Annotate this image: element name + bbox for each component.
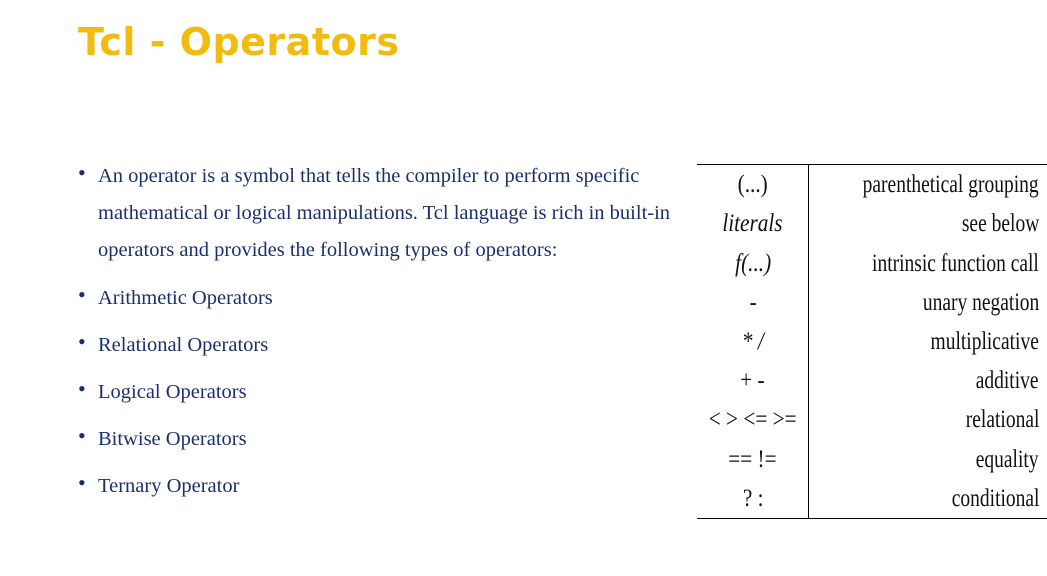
bullet-text: An operator is a symbol that tells the compiler to perform specific mathematical or logical manipulations. Tcl language is rich in built-in operators and provides the following types of operators: [98,165,671,261]
table-row [697,400,1047,439]
table-row [697,243,1047,282]
bullet-dot-icon: • [78,470,86,495]
operator-symbol-cell [697,479,809,519]
operator-description-cell [809,283,1047,322]
operator-description-cell [809,322,1047,361]
operator-symbol-cell [697,440,809,479]
bullet-item [78,327,698,364]
operator-symbol: f(...) [734,249,771,277]
operator-description: multiplicative [930,327,1039,355]
operator-description-cell [809,361,1047,400]
bullet-text: Ternary Operator [98,475,240,497]
operator-symbol-cell [697,400,809,439]
bullet-dot-icon: • [78,376,86,401]
operator-symbol: < > <= >= [708,406,797,434]
operator-description: intrinsic function call [872,249,1039,277]
operator-description: unary negation [922,288,1039,316]
bullet-text: Logical Operators [98,381,247,403]
bullet-dot-icon: • [78,329,86,354]
table-row [697,283,1047,322]
operator-description-cell [809,165,1047,205]
operator-precedence-table [697,164,1047,519]
operator-symbol-cell [697,361,809,400]
bullet-item [78,158,698,269]
operator-description: additive [976,367,1039,395]
operator-symbol-cell [697,204,809,243]
operator-symbol: ? : [742,484,764,512]
operator-description-cell [809,400,1047,439]
operator-description: conditional [951,484,1039,512]
operator-symbol-cell [697,283,809,322]
operator-symbol: (...) [737,171,768,199]
table-row [697,440,1047,479]
operator-symbol: + - [740,367,765,395]
table-row [697,361,1047,400]
table-row [697,322,1047,361]
operator-symbol: == != [728,445,777,473]
operator-symbol-cell [697,243,809,282]
bullet-text: Arithmetic Operators [98,287,273,309]
operator-symbol: literals [722,210,783,238]
operator-description: parenthetical grouping [862,171,1039,199]
bullet-item [78,421,698,458]
operator-symbol-cell [697,322,809,361]
bullet-item [78,374,698,411]
bullet-dot-icon: • [78,282,86,307]
operator-description-cell [809,204,1047,243]
bullet-list [78,158,698,515]
operator-symbol: * / [741,327,764,355]
bullet-item [78,468,698,505]
operator-description: see below [961,210,1039,238]
table-row [697,165,1047,205]
slide-title: Tcl - Operators [78,20,400,64]
bullet-dot-icon: • [78,423,86,448]
operator-symbol: - [749,288,757,316]
operator-description: relational [965,406,1039,434]
bullet-dot-icon: • [78,160,86,185]
bullet-item [78,280,698,317]
operator-description: equality [976,445,1039,473]
operator-description-cell [809,479,1047,519]
operator-description-cell [809,243,1047,282]
bullet-text: Relational Operators [98,334,269,356]
operator-description-cell [809,440,1047,479]
table-row [697,204,1047,243]
operator-symbol-cell [697,165,809,205]
bullet-text: Bitwise Operators [98,428,247,450]
table-row [697,479,1047,519]
